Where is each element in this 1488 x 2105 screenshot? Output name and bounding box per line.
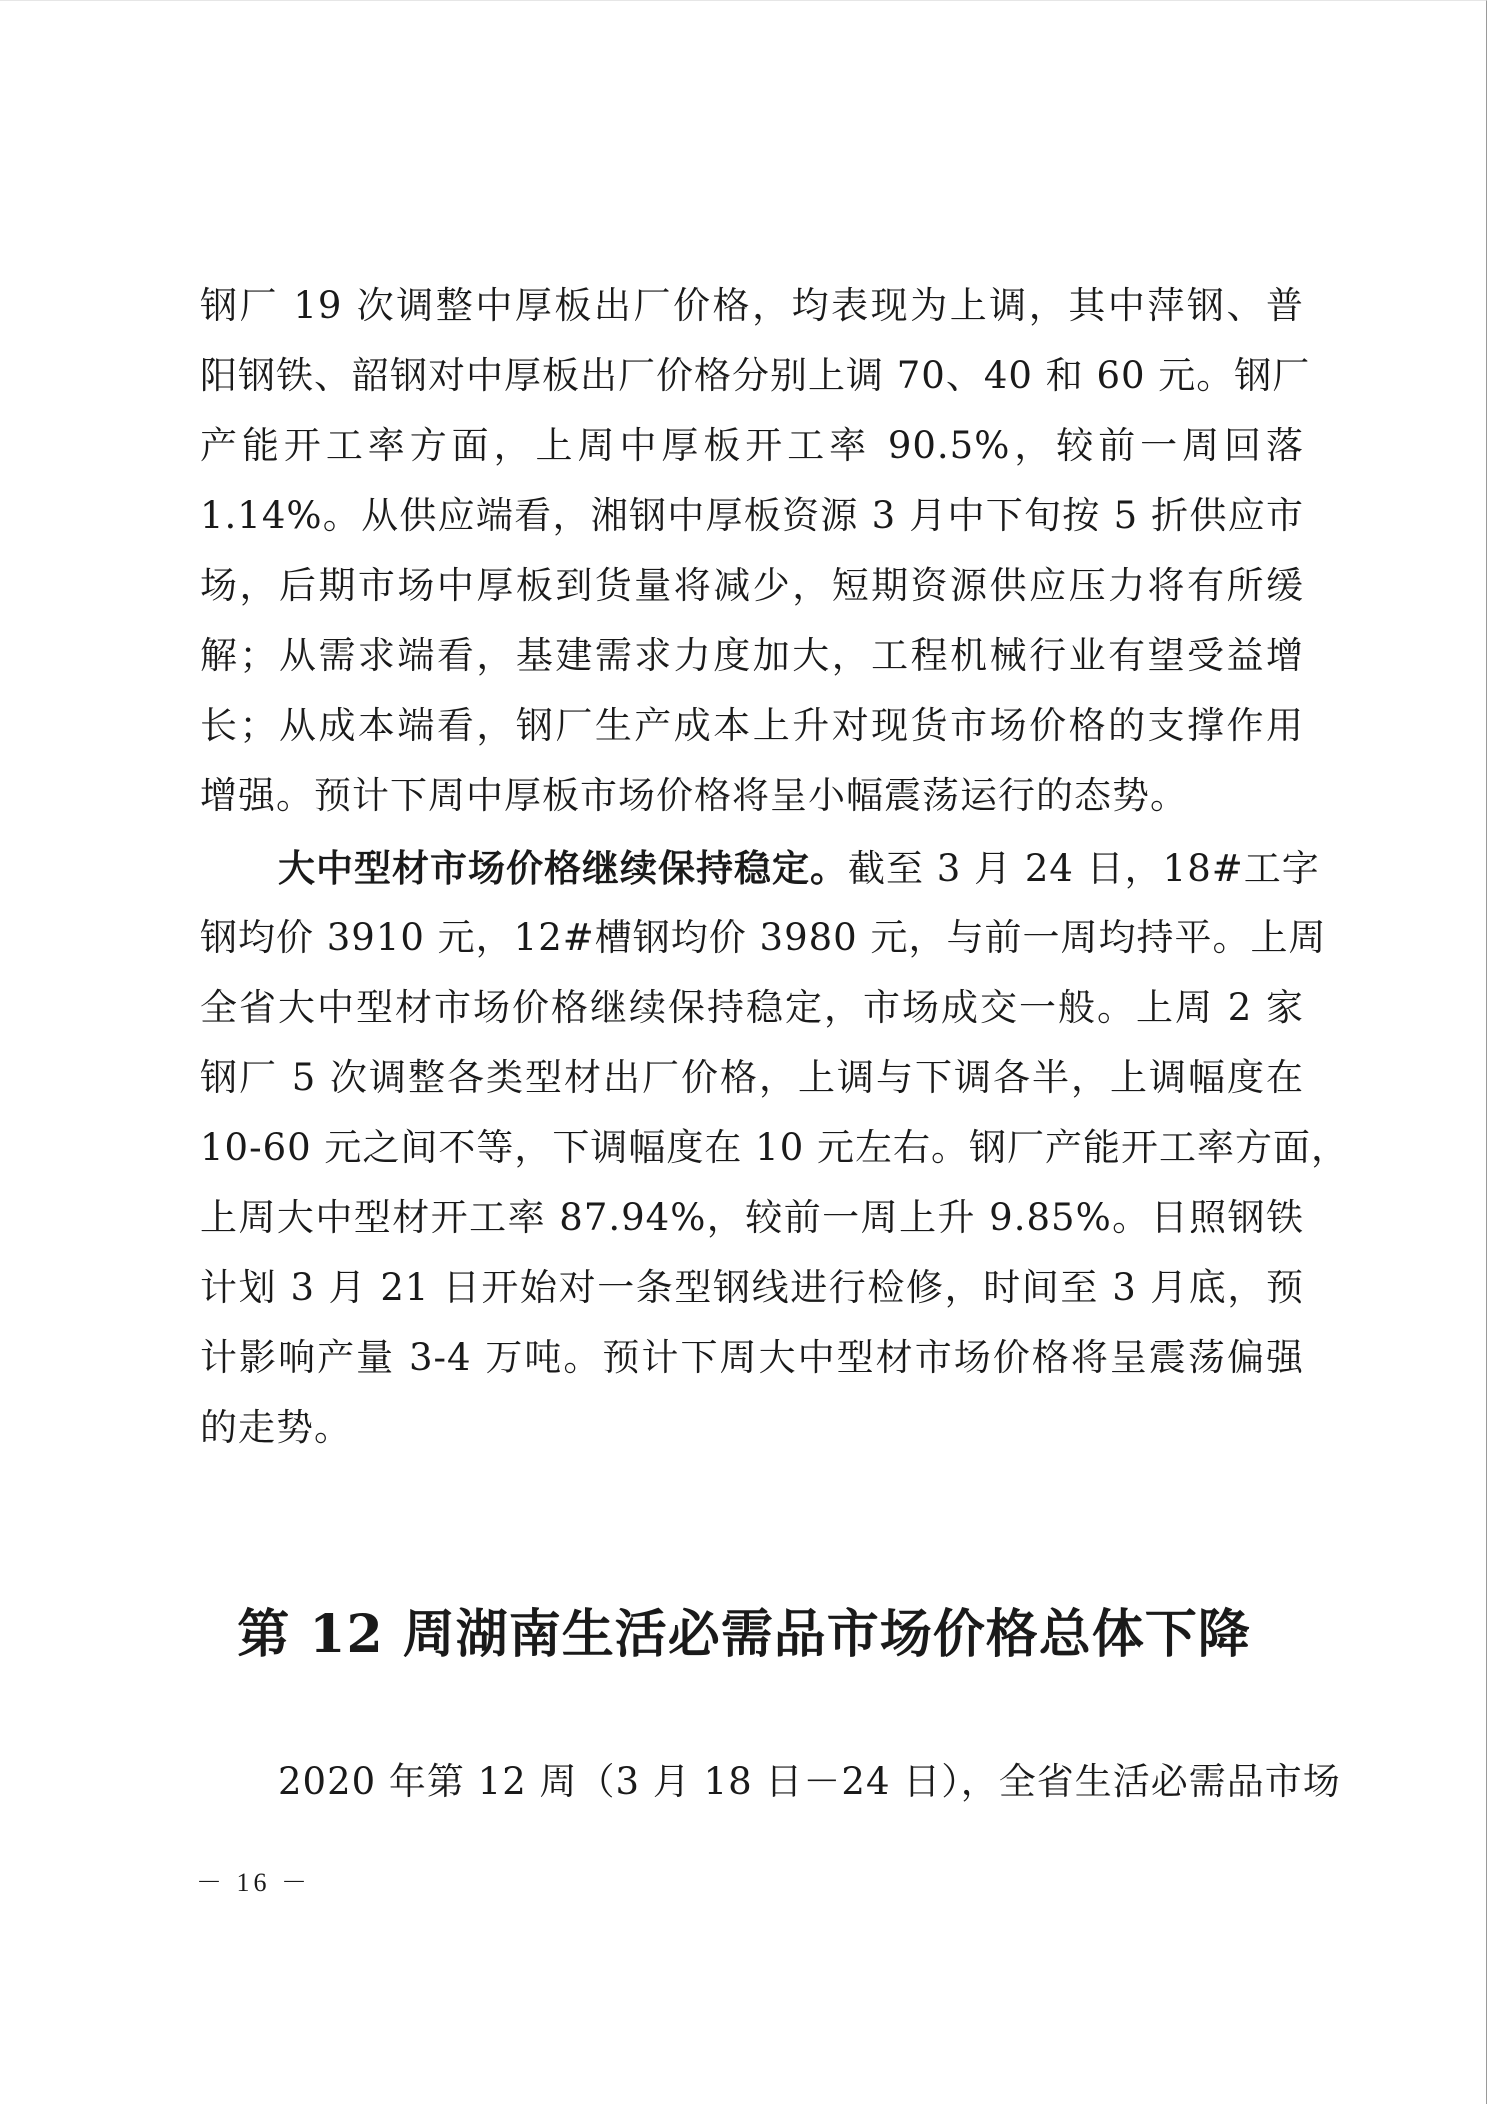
- paragraph-1-line-2: 阳钢铁、韶钢对中厚板出厂价格分别上调 70、40 和 60 元。钢厂: [200, 354, 1311, 397]
- paragraph-2-lead: 大中型材市场价格继续保持稳定。: [278, 846, 848, 890]
- paragraph-2-first-line-rest: 截至 3 月 24 日，18#工字: [848, 847, 1320, 890]
- paragraph-1-line-1: 钢厂 19 次调整中厚板出厂价格，均表现为上调，其中萍钢、普: [200, 284, 1304, 327]
- paragraph-2-line-4: 钢厂 5 次调整各类型材出厂价格，上调与下调各半，上调幅度在: [200, 1056, 1304, 1099]
- section-title: 第 12 周湖南生活必需品市场价格总体下降: [237, 1604, 1251, 1665]
- paragraph-2-line-7: 计划 3 月 21 日开始对一条型钢线进行检修，时间至 3 月底，预: [200, 1266, 1304, 1309]
- paragraph-2-line-9: 的走势。: [200, 1406, 352, 1449]
- paragraph-2-line-5: 10-60 元之间不等，下调幅度在 10 元左右。钢厂产能开工率方面，: [200, 1126, 1350, 1169]
- section-first-line: 2020 年第 12 周（3 月 18 日－24 日），全省生活必需品市场: [278, 1760, 1341, 1803]
- paragraph-1-line-6: 解；从需求端看，基建需求力度加大，工程机械行业有望受益增: [200, 634, 1304, 677]
- paragraph-2-line-1: [278, 838, 1320, 898]
- paragraph-2-line-2: 钢均价 3910 元，12#槽钢均价 3980 元，与前一周均持平。上周: [200, 916, 1327, 959]
- paragraph-2-line-8: 计影响产量 3-4 万吨。预计下周大中型材市场价格将呈震荡偏强: [200, 1336, 1304, 1379]
- paragraph-1-line-5: 场，后期市场中厚板到货量将减少，短期资源供应压力将有所缓: [200, 564, 1304, 607]
- page-number: － 16 －: [196, 1868, 312, 1897]
- paragraph-1-line-8: 增强。预计下周中厚板市场价格将呈小幅震荡运行的态势。: [200, 774, 1188, 817]
- paragraph-1-line-4: 1.14%。从供应端看，湘钢中厚板资源 3 月中下旬按 5 折供应市: [200, 494, 1304, 537]
- paragraph-1-line-7: 长；从成本端看，钢厂生产成本上升对现货市场价格的支撑作用: [200, 704, 1304, 747]
- paragraph-1-line-3: 产能开工率方面，上周中厚板开工率 90.5%，较前一周回落: [200, 424, 1304, 467]
- paragraph-2-line-6: 上周大中型材开工率 87.94%，较前一周上升 9.85%。日照钢铁: [200, 1196, 1304, 1239]
- paragraph-2-line-3: 全省大中型材市场价格继续保持稳定，市场成交一般。上周 2 家: [200, 986, 1304, 1029]
